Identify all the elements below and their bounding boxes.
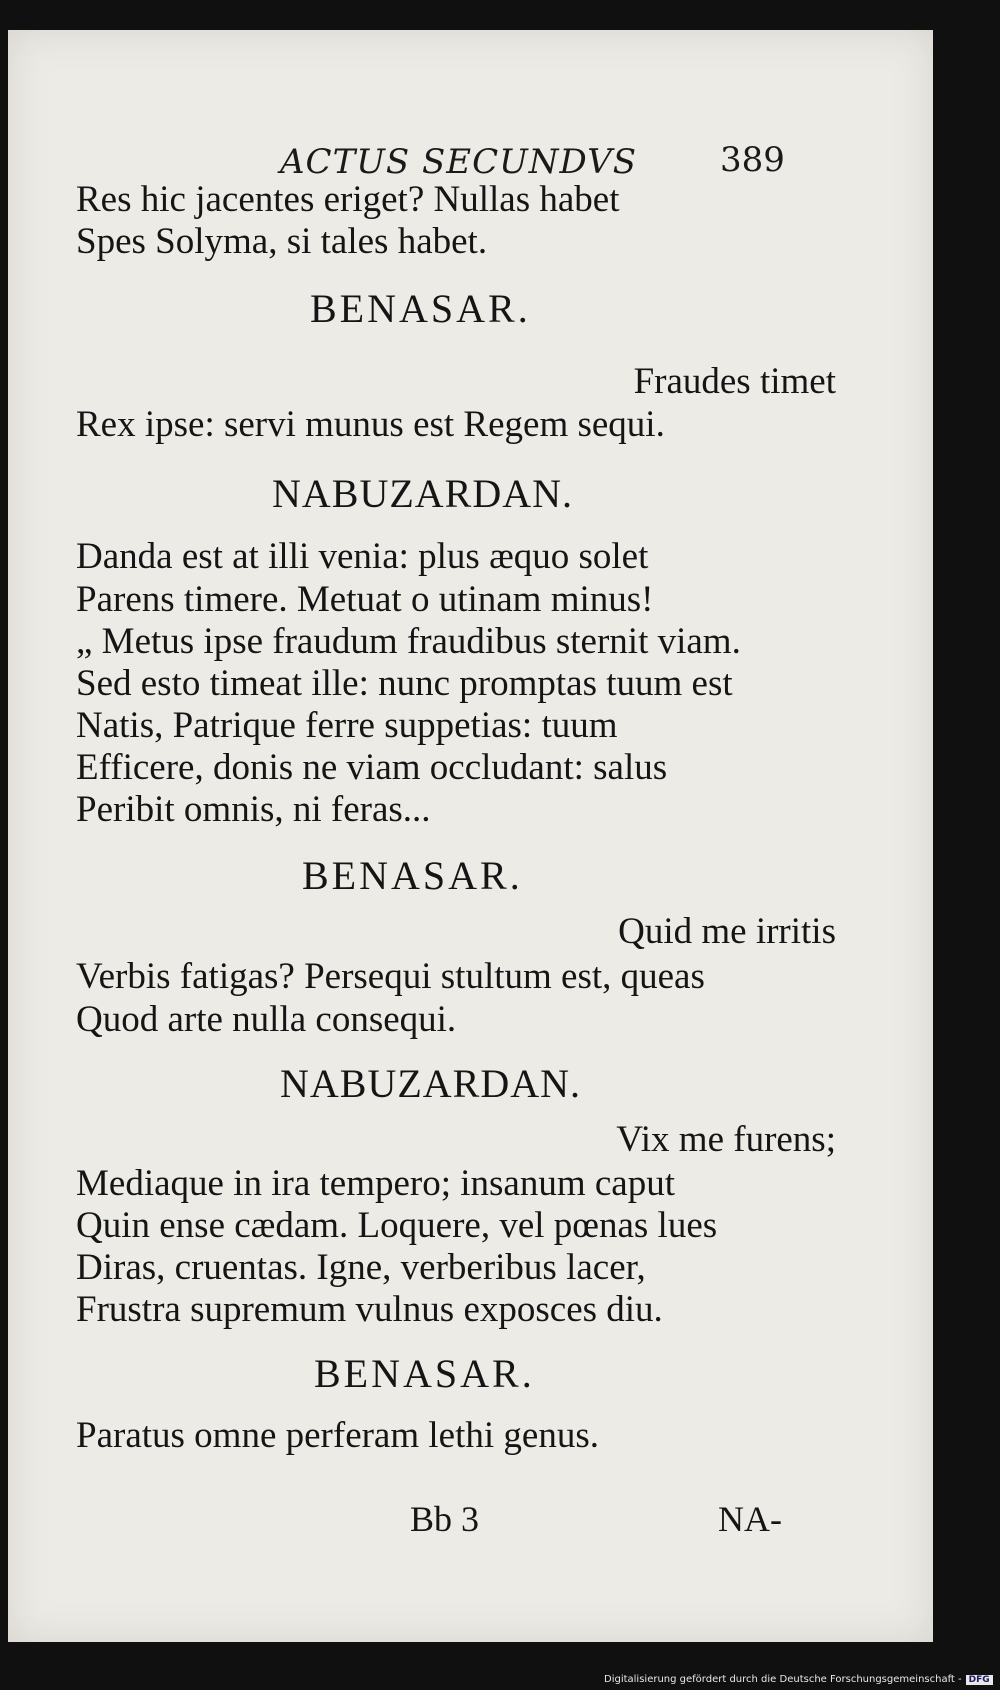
verse-line: Verbis fatigas? Persequi stultum est, queas bbox=[76, 956, 705, 997]
verse-line: Diras, cruentas. Igne, verberibus lacer, bbox=[76, 1247, 646, 1288]
running-title: ACTUS SECUNDVS bbox=[280, 142, 638, 182]
verse-line: Natis, Patrique ferre suppetias: tuum bbox=[76, 705, 618, 746]
verse-line: Paratus omne perferam lethi genus. bbox=[76, 1415, 599, 1456]
verse-line: Spes Solyma, si tales habet. bbox=[76, 221, 488, 262]
page-text bbox=[76, 30, 836, 1630]
verse-line: Peribit omnis, ni feras... bbox=[76, 789, 431, 830]
speaker-name: BENASAR. bbox=[310, 286, 531, 331]
verse-line: Quod arte nulla consequi. bbox=[76, 999, 457, 1040]
verse-line: „ Metus ipse fraudum fraudibus sternit viam. bbox=[76, 621, 741, 662]
verse-line: Quid me irritis bbox=[618, 911, 836, 952]
speaker-name: NABUZARDAN. bbox=[272, 471, 573, 516]
speaker-name: BENASAR. bbox=[314, 1351, 535, 1396]
verse-line: Vix me furens; bbox=[616, 1119, 836, 1160]
credit-text: Digitalisierung gefördert durch die Deutsche Forschungsgemeinschaft - bbox=[604, 1674, 962, 1685]
digitization-credit bbox=[604, 1674, 993, 1685]
verse-line: Mediaque in ira tempero; insanum caput bbox=[76, 1163, 676, 1204]
book-page bbox=[8, 30, 933, 1642]
catchword: NA- bbox=[718, 1499, 782, 1539]
verse-line: Parens timere. Metuat o utinam minus! bbox=[76, 579, 654, 620]
verse-line: Rex ipse: servi munus est Regem sequi. bbox=[76, 404, 665, 445]
verse-line: Fraudes timet bbox=[633, 361, 836, 402]
verse-line: Danda est at illi venia: plus æquo solet bbox=[76, 536, 649, 577]
verse-line: Sed esto timeat ille: nunc promptas tuum est bbox=[76, 663, 733, 704]
speaker-name: BENASAR. bbox=[302, 853, 523, 898]
page-number: 389 bbox=[720, 140, 785, 180]
dfg-logo: DFG bbox=[966, 1675, 993, 1685]
speaker-name: NABUZARDAN. bbox=[280, 1061, 581, 1106]
verse-line: Res hic jacentes eriget? Nullas habet bbox=[76, 179, 620, 220]
verse-line: Efficere, donis ne viam occludant: salus bbox=[76, 747, 668, 788]
verse-line: Quin ense cædam. Loquere, vel pœnas lues bbox=[76, 1205, 718, 1246]
signature-mark: Bb 3 bbox=[410, 1499, 480, 1539]
verse-line: Frustra supremum vulnus exposces diu. bbox=[76, 1289, 663, 1330]
